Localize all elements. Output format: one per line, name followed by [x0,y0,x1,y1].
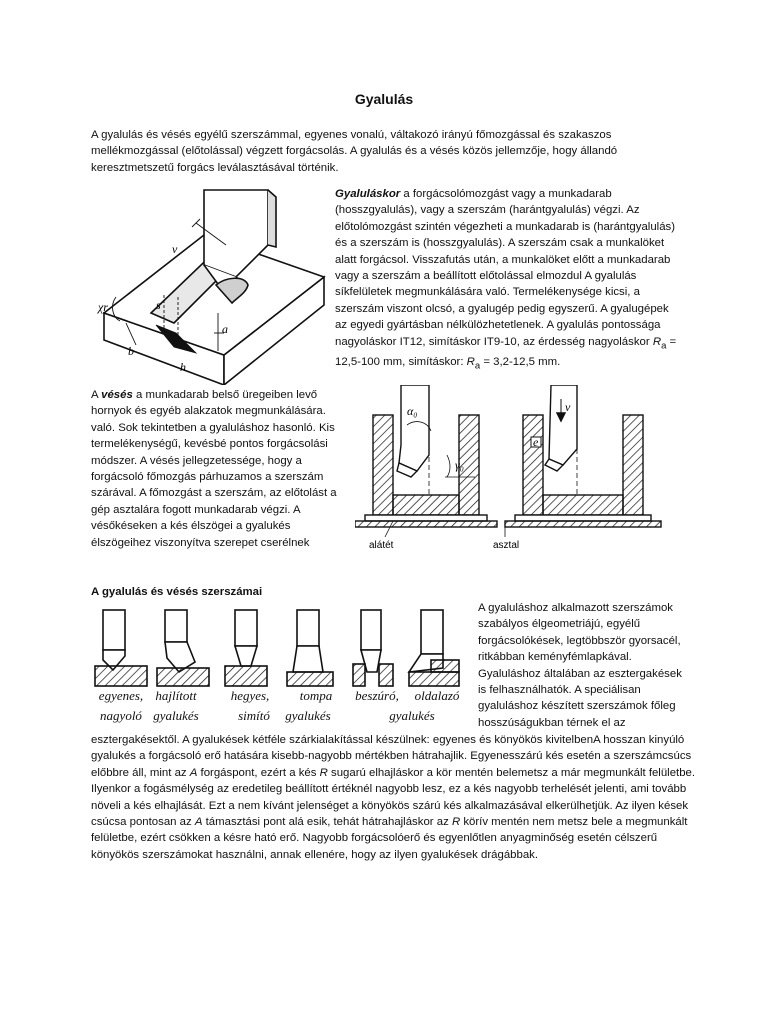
tool-label-1b: nagyoló [100,708,142,723]
fig1-label-h: h [180,360,186,374]
gyalulas-r2: R [466,356,475,369]
fig2-label-e: e [533,435,539,449]
fig1-label-v: v [172,242,178,256]
p3-R2: R [451,816,461,829]
p3-A2: A [194,816,203,829]
veses-text-1: A [91,389,102,401]
p3-R1: R [319,766,328,779]
veses-lead: vésés [101,389,133,401]
p3-A1: A [189,766,198,779]
tool-label-4a: tompa [299,688,333,703]
tool-label-2b: gyalukés [153,708,199,723]
tools-heading: A gyalulás és vésés szerszámai [91,586,263,598]
intro-text: A gyalulás és vésés egyélű szerszámmal, egyenes vonalú, váltakozó irányú főmozgással és szakaszos mellékmozgással (előtolással) végzett forgácsolás. A gyalulás és a vésés közös jellemzője, hogy állandó keresztmetszetű forgács leválasztásával történik. [91,129,618,174]
gyalulas-text-1: a forgácsolómozgást vagy a munkadarab (hosszgyalulás), vagy a szerszám (harántgyalulás) végzi. Az előtolómozgást szintén végezheti a munkadarab is (harántgyalulás) és a szerszám is (hosszgyalulás). A szerszám csak a munkalöket alatt forgácsol. Visszafutás után, a munkalöket előtt a munkadarab vagy a szerszám a beállított előtolással elmozdul A gyalulás síkfelületek megmunkálására való. Termelékenysége kicsi, a szerszám viszont olcsó, a gyalugép pedig egyszerű. A gyalugépek az egyedi gyártásban nélkülözhetetlenek. A gyalulás pontossága nagyoláskor IT12, simításkor IT9-10, az érdesség nagyoláskor [335,188,676,348]
fig1-label-chi: χr [98,300,108,314]
tool-types-figure [91,606,471,701]
fig1-label-b: b [128,344,134,358]
tool-label-3b: simító [238,708,270,723]
p3-text-5: körív mentén nem metsz bele a megmunkált felületbe, ezért csökken a késre ható erő. Nagyobb forgácsolóerő és egyenlőtlen anyagminőség esetén célszerű könyökös szerszámokat használni, annak ellenére, hogy az ilyen gyalukések drágábbak. [91,816,688,861]
gyalulas-text-2: = 12,5-100 mm, simításkor: [335,335,677,369]
tools-side-paragraph: A gyaluláshoz alkalmazott szerszámok szabályos élgeometriájú, egyélű forgácsolókések, legtöbbször gyorsacél, ritkábban keményfémlapkával. Gyaluláshoz általában az esztergakések is felhasználhatók. A speciálisan gyaluláshoz készített szerszámok főleg hosszúságukban térnek el az [478,602,682,729]
tool-label-2a: hajlított [155,688,197,703]
slotting-figure [355,385,665,555]
tool-label-1a: egyenes, [98,688,144,703]
gyalulas-sub2: a [474,360,481,372]
p3-text-1: esztergakésektől. A gyalukések kétféle szárkialakítással készülnek: egyenes és könyökös kivitelbenA hosszan kinyúló gyalukés a forgácsoló erő hatására kisebb-nagyobb mértékben hátrahajlik. Egyenesszárú kés esetén a szerszámcsúcs előbbre áll, mint az [91,734,692,779]
p3-text-3: sugarú elhajláskor a kör mentén belemetsz a már megmunkált felületbe. Ilyenkor a fogásmélység az eredetileg beállított értéknél nagyobb lesz, ez a kés nagyobb terhelését jelenti, ami tovább növeli a kés elhajlását. Ezt a nem kívánt jelenséget a könyökös szárú kés alkalmazásával elkerülhetjük. Az ilyen kések csúcsa pontosan az [91,766,696,829]
tool-label-5b: gyalukés [389,708,435,723]
fig2-label-alatet: alátét [369,540,394,551]
intro-paragraph [91,127,673,176]
tool-label-6a: oldalazó [414,688,460,703]
fig2-label-gamma: γ₀ [455,458,464,472]
gyalulas-sub1: a [661,339,667,351]
veses-text-2: a munkadarab belső üregeiben levő hornyok és egyéb alakzatok megmunkálására. való. Sok tekintetben a gyaluláshoz hasonló. Kis termelékenységű, kevésbé pontos forgácsolási módszer. A vésés jellegzetessége, hogy a forgácsoló főmozgás párhuzamos a szerszám szárával. A főmozgást a szerszám, az előtolást a gép asztalára fogott munkadarab végzi. A vésőkéseken a kés élszögei a gyalukés élszögeihez viszonyítva szerepet cserélnek [91,389,337,549]
veses-paragraph [91,387,349,551]
p3-text-2: forgáspont, ezért a kés [197,766,320,779]
fig2-label-alpha: α₀ [407,404,418,418]
tool-label-5a: beszúró, [355,688,399,703]
fig1-label-s: s [156,298,161,312]
p3-text-4: támasztási pont alá esik, tehát hátrahajláskor az [202,816,452,829]
tool-label-3a: hegyes, [230,688,270,703]
gyalulas-paragraph [335,186,679,375]
fig2-label-v: v [565,400,571,414]
tools-main-paragraph [91,732,697,863]
tool-label-4b: gyalukés [285,708,331,723]
gyalulas-lead: Gyaluláskor [335,188,401,200]
gyalulas-text-3: = 3,2-12,5 mm. [480,356,561,369]
fig1-label-a: a [222,322,228,336]
gyalulas-r1: R [652,335,662,348]
planing-figure [96,185,328,385]
page-title: Gyalulás [354,91,414,107]
fig2-label-asztal: asztal [493,540,520,551]
